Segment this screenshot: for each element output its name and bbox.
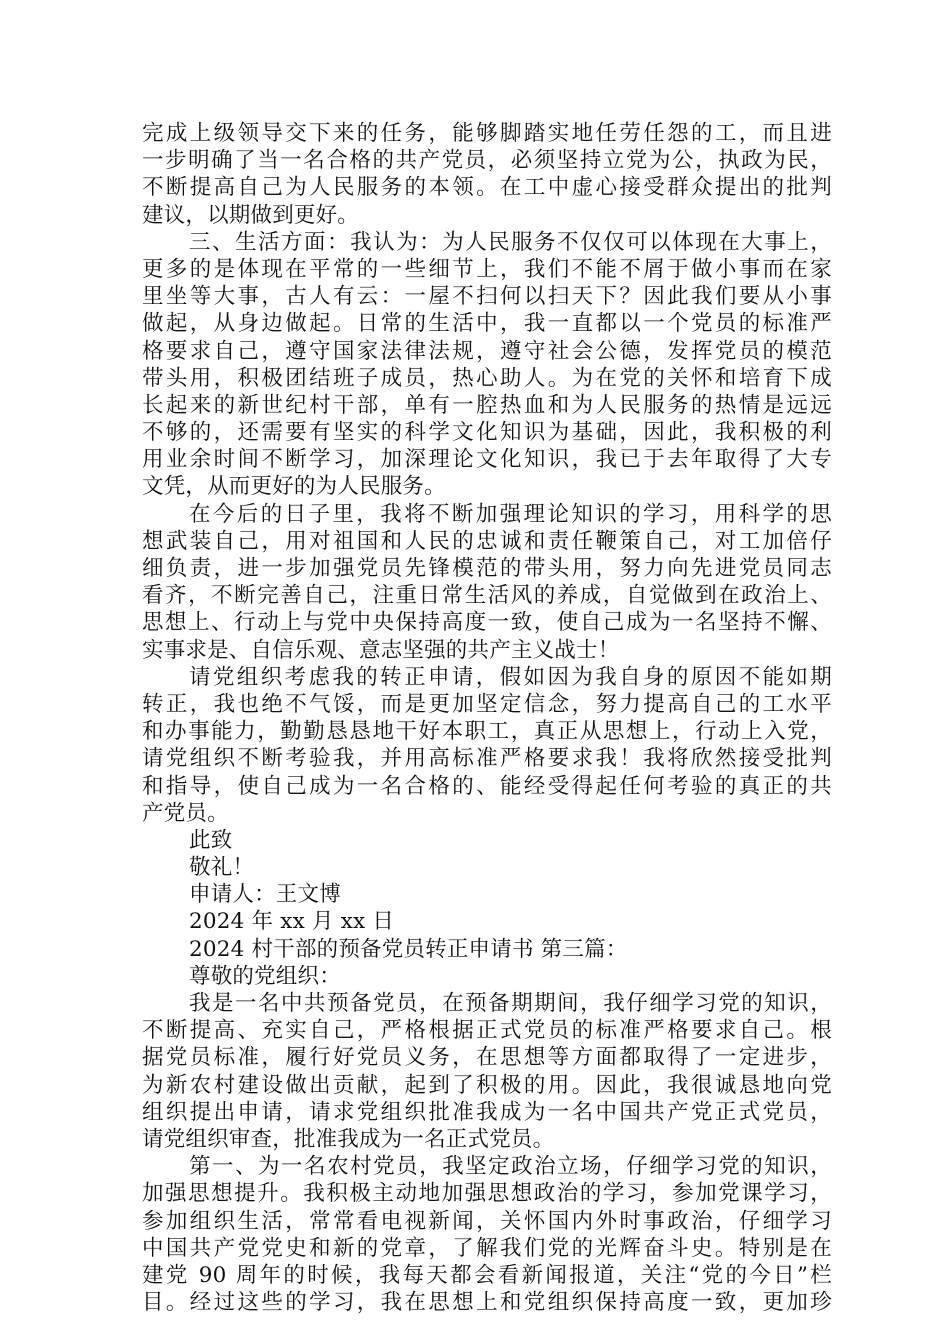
text-line: 为新农村建设做出贡献，起到了积极的用。因此，我很诚恳地向党 [142,1072,832,1098]
text-line: 想武装自己，用对祖国和人民的忠诚和责任鞭策自己，对工加倍仔 [142,528,832,554]
text-line: 在今后的日子里，我将不断加强理论知识的学习，用科学的思 [189,501,832,527]
text-line: 格要求自己，遵守国家法律法规，遵守社会公德，发挥党员的模范 [142,338,832,364]
text-line: 更多的是体现在平常的一些细节上，我们不能不屑于做小事而在家 [142,256,832,282]
text-line: 建议，以期做到更好。 [142,202,360,228]
text-line: 长起来的新世纪村干部，单有一腔热血和为人民服务的热情是远远 [142,392,832,418]
text-line: 不断提高、充实自己，严格根据正式党员的标准严格要求自己。根 [142,1018,832,1044]
text-line: 请党组织考虑我的转正申请，假如因为我自身的原因不能如期 [189,664,832,690]
text-line: 请党组织不断考验我，并用高标准严格要求我！我将欣然接受批判 [142,746,832,772]
text-line: 转正，我也绝不气馁，而是更加坚定信念，努力提高自己的工水平 [142,691,832,717]
text-line: 据党员标准，履行好党员义务，在思想等方面都取得了一定进步， [142,1045,832,1071]
text-line: 文凭，从而更好的为人民服务。 [142,474,446,500]
text-line: 实事求是、自信乐观、意志坚强的共产主义战士！ [142,637,620,663]
text-line: 和指导，使自己成为一名合格的、能经受得起任何考验的真正的共 [142,773,832,799]
text-line: 请党组织审查，批准我成为一名正式党员。 [142,1126,555,1152]
text-line: 细负责，进一步加强党员先锋模范的带头用，努力向先进党员同志 [142,556,832,581]
text-line: 此致 [189,827,233,853]
text-line: 敬礼！ [189,855,255,881]
text-line: 不够的，还需要有坚实的科学文化知识为基础，因此，我积极的利 [142,420,832,446]
text-line: 目。经过这些的学习，我在思想上和党组织保持高度一致，更加珍 [142,1290,832,1316]
text-line: 申请人：王文博 [189,882,341,908]
text-line: 2024 村干部的预备党员转正申请书 第三篇： [189,936,628,962]
text-line: 看齐，不断完善自己，注重日常生活风的养成，自觉做到在政治上、 [142,583,832,609]
text-line: 和办事能力，勤勤恳恳地干好本职工，真正从思想上，行动上入党， [142,719,832,745]
text-line: 不断提高自己为人民服务的本领。在工中虚心接受群众提出的批判 [142,175,832,201]
text-line: 建党 90 周年的时候，我每天都会看新闻报道，关注“党的今日”栏 [142,1262,832,1288]
text-line: 做起，从身边做起。日常的生活中，我一直都以一个党员的标准严 [142,311,832,337]
text-line: 用业余时间不断学习，加深理论文化知识，我已于去年取得了大专 [142,447,832,473]
document-body [142,120,832,1316]
text-line: 一步明确了当一名合格的共产党员，必须坚持立党为公，执政为民， [142,148,832,174]
text-line: 参加组织生活，常常看电视新闻，关怀国内外时事政治，仔细学习 [142,1208,832,1234]
text-line: 我是一名中共预备党员，在预备期期间，我仔细学习党的知识， [189,991,832,1016]
text-line: 思想上、行动上与党中央保持高度一致，使自己成为一名坚持不懈、 [142,610,832,636]
text-line: 中国共产党党史和新的党章，了解我们党的光辉奋斗史。特别是在 [142,1235,832,1261]
text-line: 产党员。 [142,800,229,826]
text-line: 带头用，积极团结班子成员，热心助人。为在党的关怀和培育下成 [142,365,832,391]
text-line: 2024 年 xx 月 xx 日 [189,909,395,935]
text-line: 三、生活方面：我认为：为人民服务不仅仅可以体现在大事上， [189,229,832,255]
text-line: 完成上级领导交下来的任务，能够脚踏实地任劳任怨的工，而且进 [142,121,832,146]
text-line: 第一、为一名农村党员，我坚定政治立场，仔细学习党的知识， [189,1154,832,1180]
text-line: 里坐等大事，古人有云：一屋不扫何以扫天下？因此我们要从小事 [142,284,832,310]
text-line: 组织提出申请，请求党组织批准我成为一名中国共产党正式党员， [142,1099,832,1125]
text-line: 加强思想提升。我积极主动地加强思想政治的学习，参加党课学习， [142,1181,832,1207]
text-line: 尊敬的党组织： [189,963,341,989]
